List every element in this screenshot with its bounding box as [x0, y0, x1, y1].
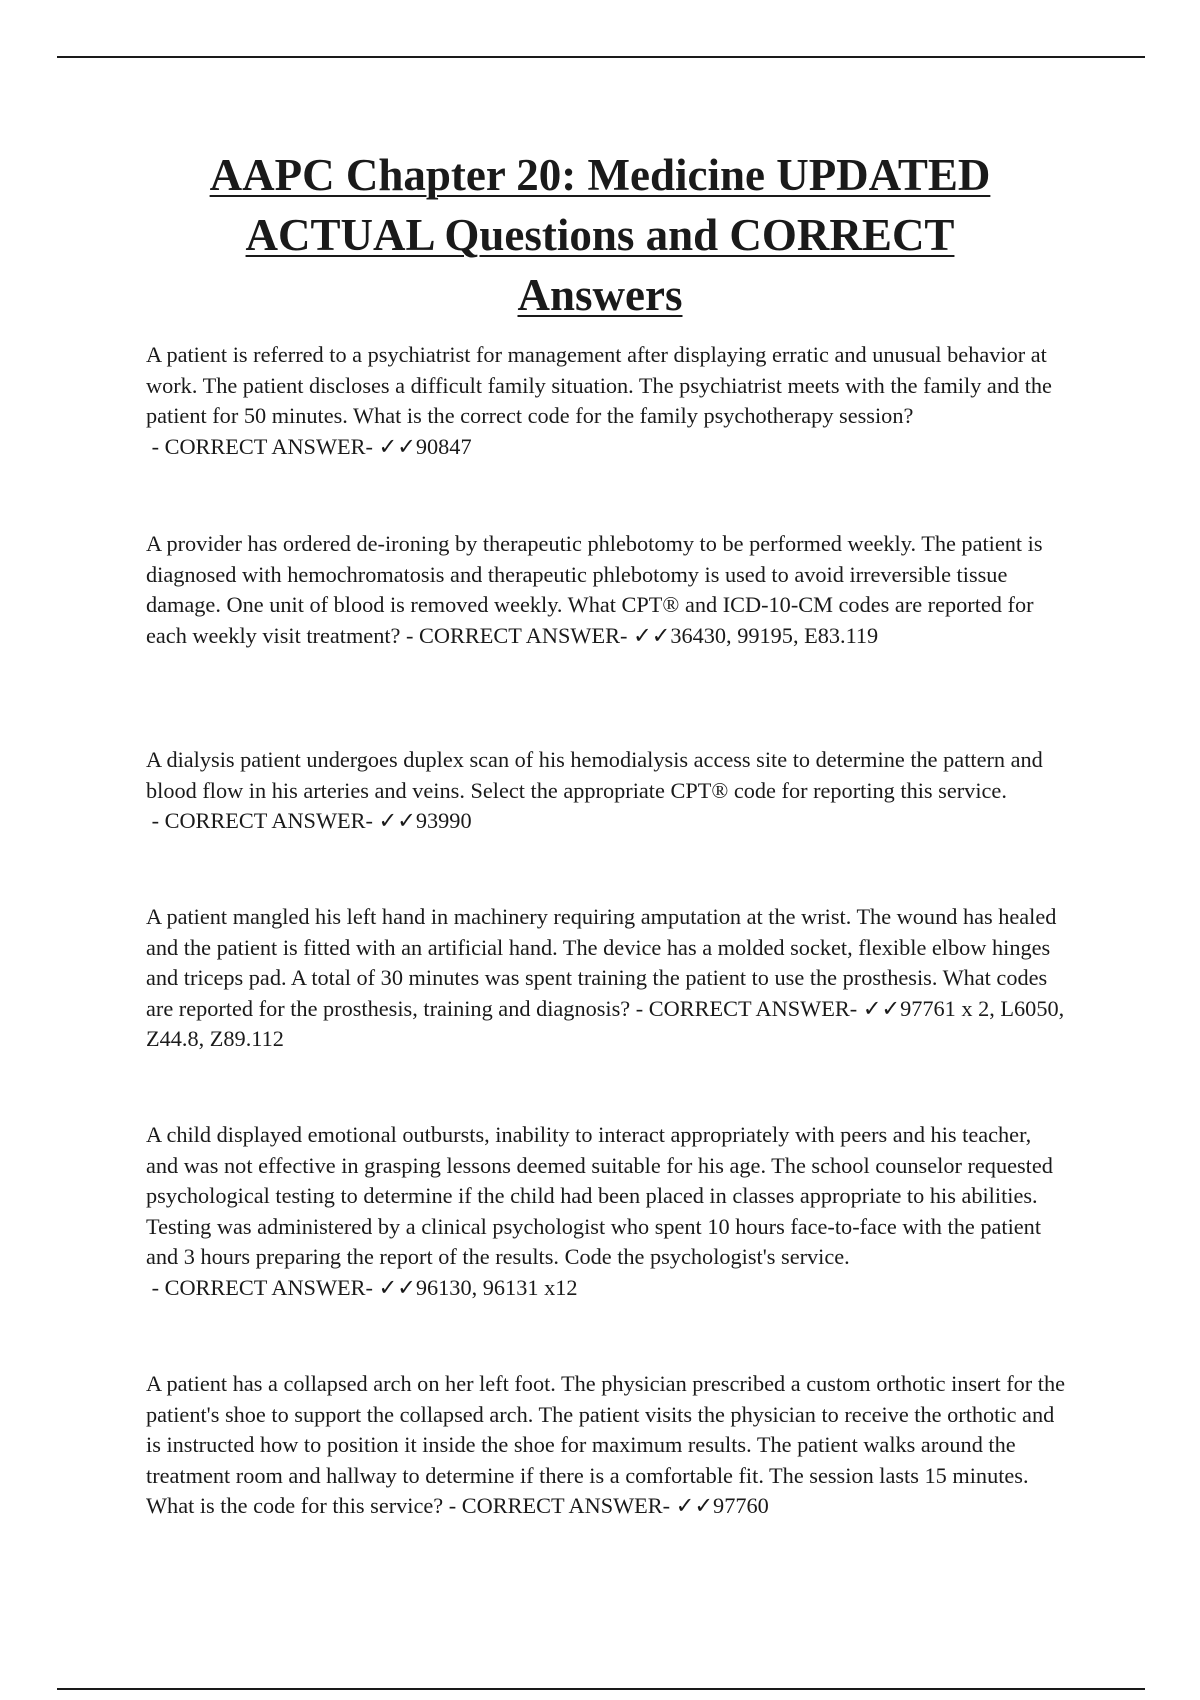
qa-item [146, 1369, 1066, 1522]
correct-answer-label: - CORRECT ANSWER- [400, 622, 633, 648]
qa-item [146, 340, 1066, 462]
answer-text: 97761 x 2, L6050, Z44.8, Z89.112 [146, 995, 1065, 1051]
correct-answer-label: - CORRECT ANSWER- [146, 808, 379, 833]
answer-text: 36430, 99195, E83.119 [670, 622, 879, 648]
correct-answer-label: - CORRECT ANSWER- [443, 1493, 676, 1518]
qa-item [146, 529, 1066, 651]
question-text: A dialysis patient undergoes duplex scan of his hemodialysis access site to determine the pattern and blood flow in his arteries and veins. Select the appropriate CPT® code for reporting this service. [146, 747, 1043, 803]
correct-answer-label: - CORRECT ANSWER- [146, 1274, 379, 1300]
top-rule [57, 56, 1145, 58]
question-text: A patient mangled his left hand in machinery requiring amputation at the wrist. The wound has healed and the patient is fitted with an artificial hand. The device has a molded socket, flexible elbow hinges and triceps pad. A total of 30 minutes was spent training the patient to use the prosthesis. What codes are reported for the prosthesis, training and diagnosis? [146, 904, 1057, 1021]
title-line: Answers [517, 270, 683, 320]
answer-text: 93990 [415, 808, 472, 833]
correct-answer-label: - CORRECT ANSWER- [630, 995, 863, 1021]
question-text: A patient is referred to a psychiatrist for management after displaying erratic and unusual behavior at work. The patient discloses a difficult family situation. The psychiatrist meets with the family and the patient for 50 minutes. What is the correct code for the family psychotherapy session? [146, 342, 1052, 428]
qa-item [146, 902, 1066, 1055]
answer-text: 97760 [713, 1493, 769, 1518]
check-icon: ✓✓ [378, 1274, 416, 1300]
bottom-rule [57, 1688, 1145, 1690]
correct-answer-label: - CORRECT ANSWER- [146, 433, 379, 459]
document-title [100, 145, 1100, 325]
title-line: AAPC Chapter 20: Medicine UPDATED [209, 150, 991, 200]
title-line: ACTUAL Questions and CORRECT [245, 210, 955, 260]
check-icon: ✓✓ [378, 808, 416, 833]
question-text: A patient has a collapsed arch on her left foot. The physician prescribed a custom orthotic insert for the patient's shoe to support the collapsed arch. The patient visits the physician to receive the orthotic and is instructed how to position it inside the shoe for maximum results. The patient walks around the treatment room and hallway to determine if there is a comfortable fit. The session lasts 15 minutes. What is the code for this service? [146, 1371, 1066, 1518]
question-text: A provider has ordered de-ironing by therapeutic phlebotomy to be performed weekly. The patient is diagnosed with hemochromatosis and therapeutic phlebotomy is used to avoid irreversible tissue damage. One unit of blood is removed weekly. What CPT® and ICD-10-CM codes are reported for each weekly visit treatment? [146, 531, 1043, 648]
qa-item [146, 745, 1066, 837]
check-icon: ✓✓ [632, 622, 671, 648]
check-icon: ✓✓ [862, 995, 901, 1021]
question-text: A child displayed emotional outbursts, inability to interact appropriately with peers and his teacher, and was not effective in grasping lessons deemed suitable for his age. The school counselor requested psychological testing to determine if the child had been placed in classes appropriate to his abilities. Testing was administered by a clinical psychologist who spent 10 hours face-to-face with the patient and 3 hours preparing the report of the results. Code the psychologist's service. [146, 1122, 1053, 1269]
check-icon: ✓✓ [675, 1493, 714, 1518]
check-icon: ✓✓ [378, 433, 416, 459]
qa-item [146, 1120, 1066, 1303]
answer-text: 90847 [415, 433, 472, 459]
answer-text: 96130, 96131 x12 [415, 1274, 578, 1300]
